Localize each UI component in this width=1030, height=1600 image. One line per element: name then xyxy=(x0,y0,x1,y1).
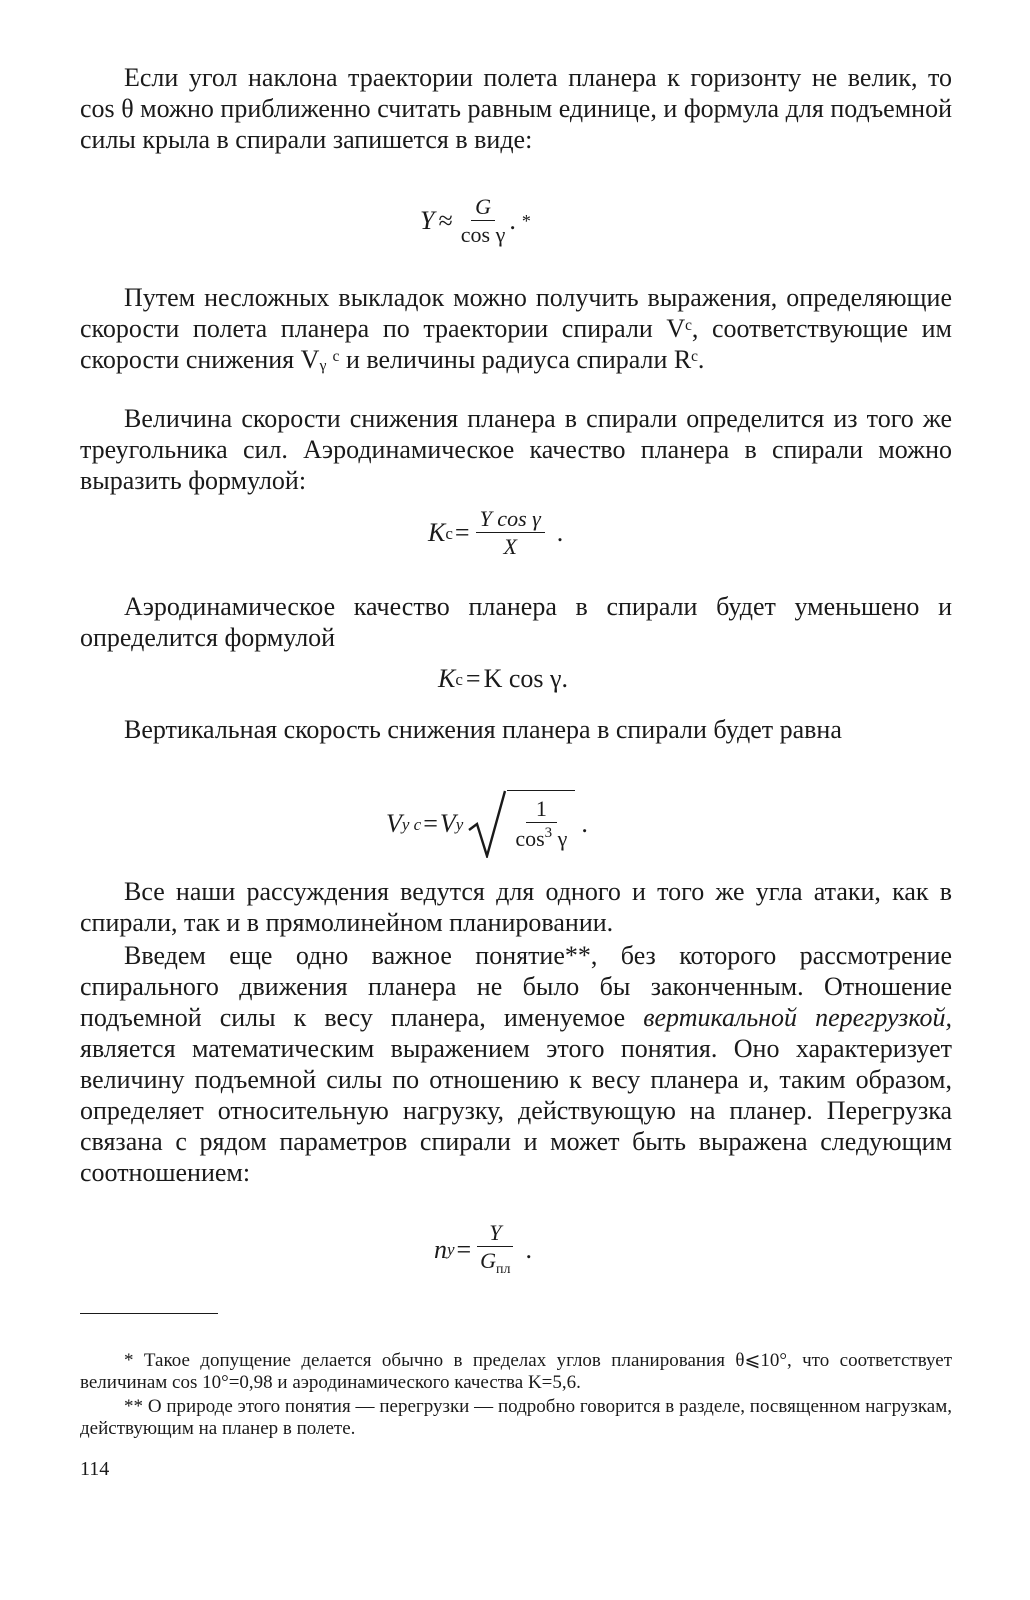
paragraph-3 xyxy=(80,403,952,496)
formula-4-fraction xyxy=(515,798,567,850)
formula-2-fraction xyxy=(476,508,545,558)
formula-5-num: Y xyxy=(477,1222,513,1247)
formula-1-footnote-mark: * xyxy=(521,211,531,231)
footnote-1: * Такое допущение делается обычно в пределах углов планирования θ⩽10°, что соответствует величинам cos 10°=0,98 и аэродинамического качества K=5,6. xyxy=(80,1350,952,1393)
formula-1-num: G xyxy=(471,196,495,221)
formula-3-rhs: K cos γ. xyxy=(483,664,568,693)
formula-4-den-cos: cos xyxy=(515,826,545,851)
formula-4-den xyxy=(515,823,567,850)
paragraph-1 xyxy=(80,62,952,155)
formula-2-lhs: K xyxy=(428,518,446,547)
formula-aero-quality-spiral xyxy=(428,508,563,558)
formula-4-sqrt xyxy=(467,790,575,858)
formula-4-lhs: V xyxy=(386,809,402,838)
formula-lift-spiral xyxy=(420,196,531,246)
paragraph-7-part-2: является математическим выражением этого понятия. Оно характеризует величину подъемной силы по отношению к весу планера и, таким образом, определяет относительную нагрузку, действующую на планер. Перегрузка связана с рядом параметров спирали и может быть выражена следующим соотношением: xyxy=(80,1034,952,1187)
paragraph-2-text: Путем несложных выкладок можно получить выражения, определяющие скорости полета планера по траектории спирали Vᶜ, соответствующие им скорости снижения Vᵧ ᶜ и величины радиуса спирали Rᶜ. xyxy=(80,283,952,374)
formula-3-lhs: K xyxy=(438,664,456,693)
formula-4-mid: V xyxy=(439,809,456,838)
formula-4-rel: = xyxy=(423,809,438,838)
formula-2-num: Y cos γ xyxy=(476,508,545,533)
formula-5-den-sub: пл xyxy=(496,1262,511,1277)
paragraph-6 xyxy=(80,876,952,938)
paragraph-5 xyxy=(80,714,952,745)
formula-aero-quality-reduced xyxy=(438,666,568,692)
paragraph-3-text: Величина скорости снижения планера в спирали определится из того же треугольника сил. Аэродинамическое качество планера в спирали можно выразить формулой: xyxy=(80,404,952,495)
formula-4-den-gamma: γ xyxy=(552,826,568,851)
paragraph-7-part-1: Введем еще одно важное понятие**, без которого рассмотрение спирального движения планера не было бы законченным. Отношение подъемной силы к весу планера, именуемое xyxy=(80,941,952,1032)
formula-overload xyxy=(434,1222,532,1277)
formula-5-den-g: G xyxy=(480,1248,497,1273)
formula-4-lhs-sub: y с xyxy=(401,814,422,834)
footnote-divider xyxy=(80,1313,218,1314)
formula-1-end: . xyxy=(509,206,516,235)
formula-5-end: . xyxy=(525,1234,532,1264)
page-number: 114 xyxy=(80,1458,110,1480)
formula-5-den xyxy=(480,1247,510,1277)
formula-2-lhs-sub: с xyxy=(445,523,453,543)
paragraph-4-text: Аэродинамическое качество планера в спирали будет уменьшено и определится формулой xyxy=(80,592,952,652)
formula-4-radicand xyxy=(507,790,575,858)
footnote-2: ** О природе этого понятия — перегрузки — подробно говорится в разделе, посвященном нагрузкам, действующим на планер в полете. xyxy=(80,1396,952,1439)
formula-2-end: . xyxy=(556,518,564,547)
paragraph-1-text: Если угол наклона траектории полета планера к горизонту не велик, то cos θ можно приближенно считать равным единице, и формула для подъемной силы крыла в спирали запишется в виде: xyxy=(80,63,952,154)
formula-4-mid-sub: y xyxy=(455,814,464,834)
formula-1-lhs: Y xyxy=(420,206,435,235)
formula-5-fraction xyxy=(477,1222,513,1277)
footnotes xyxy=(80,1350,952,1442)
paragraph-7-text xyxy=(80,940,952,1188)
paragraph-6-text: Все наши рассуждения ведутся для одного и того же угла атаки, как в спирали, так и в прямолинейном планировании. xyxy=(80,877,952,937)
radical-sign-icon xyxy=(467,790,507,858)
formula-2-den: X xyxy=(503,534,517,559)
formula-5-rel: = xyxy=(456,1234,472,1264)
formula-1-fraction xyxy=(461,196,506,246)
paragraph-4 xyxy=(80,591,952,653)
formula-1-den: cos γ xyxy=(460,222,506,247)
formula-5-lhs: n xyxy=(434,1234,447,1264)
formula-3-lhs-sub: с xyxy=(455,669,463,689)
formula-vertical-speed xyxy=(386,790,588,858)
formula-4-num: 1 xyxy=(526,798,557,823)
paragraph-2 xyxy=(80,282,952,375)
formula-4-den-power: 3 xyxy=(544,825,553,841)
formula-2-rel: = xyxy=(454,518,470,547)
formula-3-rel: = xyxy=(465,664,481,693)
paragraph-5-text: Вертикальная скорость снижения планера в спирали будет равна xyxy=(124,715,842,744)
formula-5-lhs-sub: y xyxy=(447,1240,455,1259)
formula-1-rel: ≈ xyxy=(438,206,453,235)
term-vertical-overload: вертикальной перегрузкой, xyxy=(643,1003,952,1032)
paragraph-7 xyxy=(80,940,952,1188)
formula-4-end: . xyxy=(581,809,588,838)
